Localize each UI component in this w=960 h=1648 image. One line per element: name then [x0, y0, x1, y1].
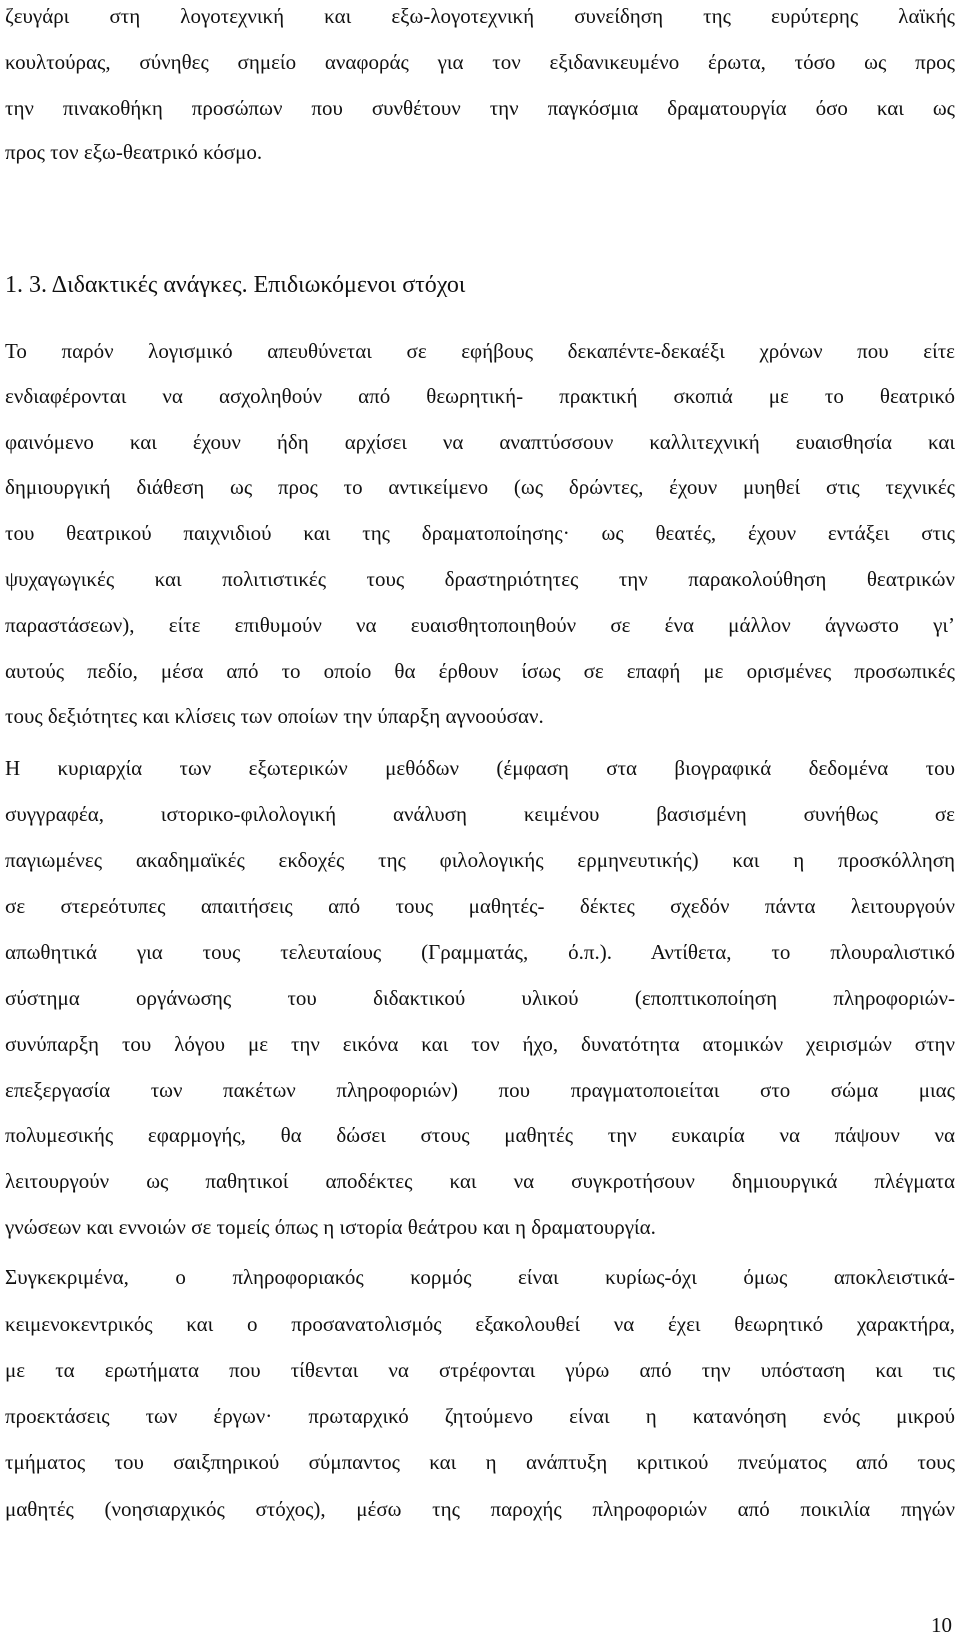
text-line: παγιωμένες ακαδημαϊκές εκδοχές της φιλολογικής ερμηνευτικής) και η προσκόλληση	[5, 848, 955, 872]
text-line: συγγραφέα, ιστορικο-φιλολογική ανάλυση κειμένου βασισμένη συνήθως σε	[5, 802, 955, 826]
text-line: προεκτάσεις των έργων· πρωταρχικό ζητούμενο είναι η κατανόηση ενός μικρού	[5, 1404, 955, 1428]
text-line: Το παρόν λογισμικό απευθύνεται σε εφήβους δεκαπέντε-δεκαέξι χρόνων που είτε	[5, 339, 955, 363]
text-line: τμήματος του σαιξπηρικού σύμπαντος και η ανάπτυξη κριτικού πνεύματος από τους	[5, 1450, 955, 1474]
text-line: με τα ερωτήματα που τίθενται να στρέφονται γύρω από την υπόσταση και τις	[5, 1358, 955, 1382]
text-line: Η κυριαρχία των εξωτερικών μεθόδων (έμφαση στα βιογραφικά δεδομένα του	[5, 756, 955, 780]
text-line: αυτούς πεδίο, μέσα από το οποίο θα έρθουν ίσως σε επαφή με ορισμένες προσωπικές	[5, 659, 955, 683]
text-line: πολυμεσικής εφαρμογής, θα δώσει στους μαθητές την ευκαιρία να πάψουν να	[5, 1123, 955, 1147]
text-line: επεξεργασία των πακέτων πληροφοριών) που πραγματοποιείται στο σώμα μιας	[5, 1078, 955, 1102]
text-line: συνύπαρξη του λόγου με την εικόνα και τον ήχο, δυνατότητα ατομικών χειρισμών στην	[5, 1032, 955, 1056]
page-number: 10	[931, 1613, 952, 1637]
text-line: ζευγάρι στη λογοτεχνική και εξω-λογοτεχνική συνείδηση της ευρύτερης λαϊκής	[5, 4, 955, 28]
text-line: ψυχαγωγικές και πολιτιστικές τους δραστηριότητες την παρακολούθηση θεατρικών	[5, 567, 955, 591]
section-heading: 1. 3. Διδακτικές ανάγκες. Επιδιωκόμενοι στόχοι	[5, 272, 466, 298]
text-line: την πινακοθήκη προσώπων που συνθέτουν την παγκόσμια δραματουργία όσο και ως	[5, 96, 955, 120]
text-line: δημιουργική διάθεση ως προς το αντικείμενο (ως δρώντες, έχουν μυηθεί στις τεχνικές	[5, 475, 955, 499]
text-line: σε στερεότυπες απαιτήσεις από τους μαθητές- δέκτες σχεδόν πάντα λειτουργούν	[5, 894, 955, 918]
text-line: κειμενοκεντρικός και ο προσανατολισμός εξακολουθεί να έχει θεωρητικό χαρακτήρα,	[5, 1312, 955, 1336]
text-line: τους δεξιότητες και κλίσεις των οποίων την ύπαρξη αγνοούσαν.	[5, 704, 544, 728]
text-line: παραστάσεων), είτε επιθυμούν να ευαισθητοποιηθούν σε ένα μάλλον άγνωστο γι’	[5, 613, 955, 637]
text-line: φαινόμενο και έχουν ήδη αρχίσει να αναπτύσσουν καλλιτεχνική ευαισθησία και	[5, 430, 955, 454]
text-line: προς τον εξω-θεατρικό κόσμο.	[5, 140, 263, 164]
text-line: του θεατρικού παιχνιδιού και της δραματοποίησης· ως θεατές, έχουν εντάξει στις	[5, 521, 955, 545]
text-line: απωθητικά για τους τελευταίους (Γραμματάς, ό.π.). Αντίθετα, το πλουραλιστικό	[5, 940, 955, 964]
text-line: λειτουργούν ως παθητικοί αποδέκτες και να συγκροτήσουν δημιουργικά πλέγματα	[5, 1169, 955, 1193]
text-line: ενδιαφέρονται να ασχοληθούν από θεωρητική- πρακτική σκοπιά με το θεατρικό	[5, 384, 955, 408]
text-line: Συγκεκριμένα, ο πληροφοριακός κορμός είναι κυρίως-όχι όμως αποκλειστικά-	[5, 1265, 955, 1289]
text-line: μαθητές (νοησιαρχικός στόχος), μέσω της παροχής πληροφοριών από ποικιλία πηγών	[5, 1497, 955, 1521]
text-line: κουλτούρας, σύνηθες σημείο αναφοράς για τον εξιδανικευμένο έρωτα, τόσο ως προς	[5, 50, 955, 74]
text-line: γνώσεων και εννοιών σε τομείς όπως η ιστορία θεάτρου και η δραματουργία.	[5, 1215, 656, 1239]
text-line: σύστημα οργάνωσης του διδακτικού υλικού (εποπτικοποίηση πληροφοριών-	[5, 986, 955, 1010]
